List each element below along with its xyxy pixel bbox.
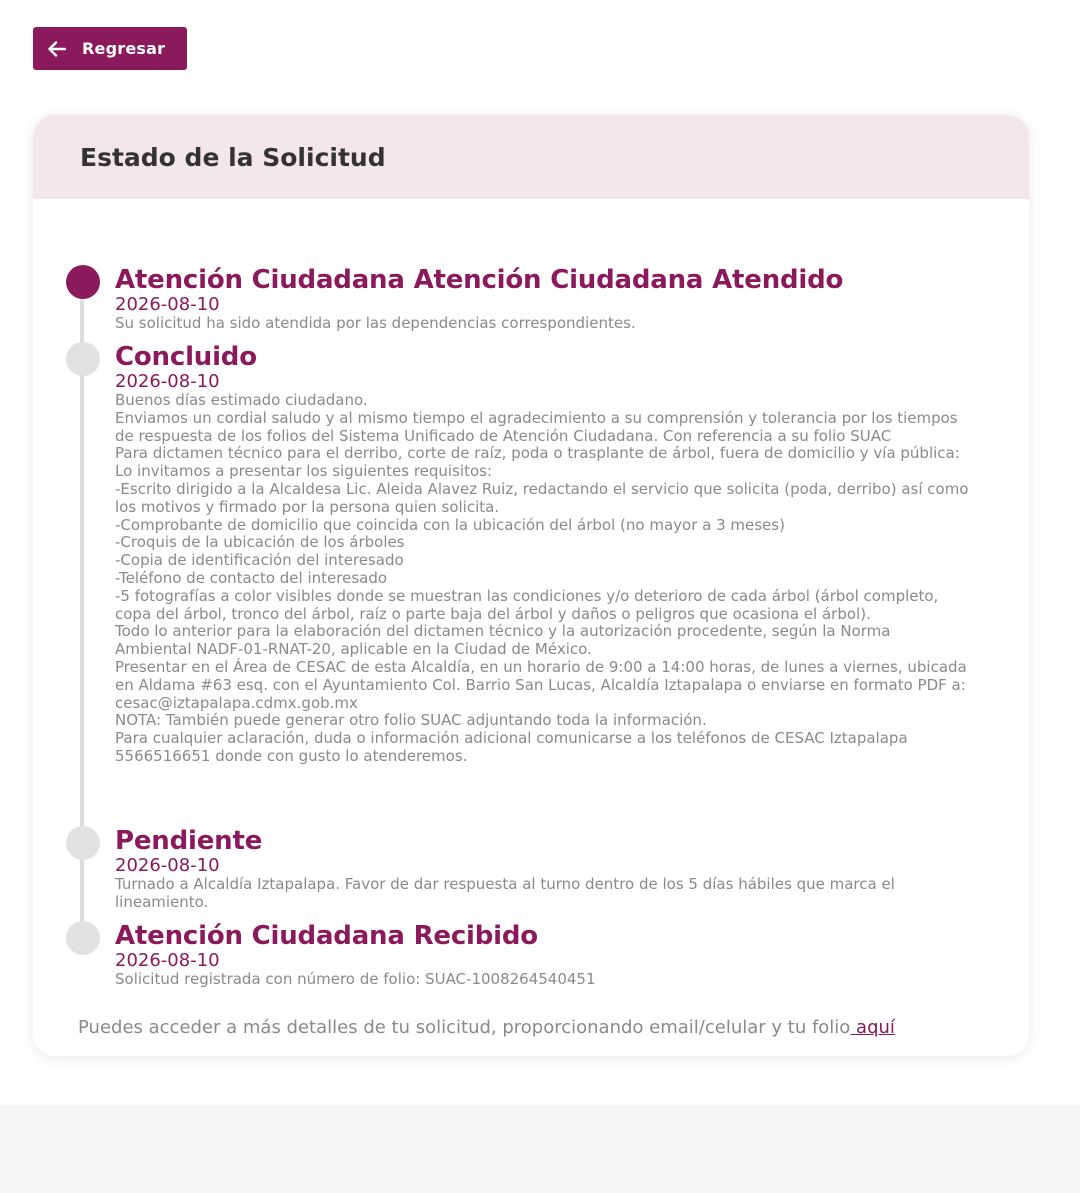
timeline-item-description: Su solicitud ha sido atendida por las dependencias correspondientes. bbox=[115, 314, 636, 332]
back-button[interactable] bbox=[33, 27, 187, 70]
details-footer-text: Puedes acceder a más detalles de tu solicitud, proporcionando email/celular y tu folio bbox=[78, 1017, 851, 1038]
timeline-item bbox=[33, 826, 1029, 921]
request-status-card bbox=[33, 115, 1029, 1056]
timeline-item-description: Buenos días estimado ciudadano. Enviamos un cordial saludo y al mismo tiempo el agradecimiento a su comprensión y tolerancia por los tiempos de respuesta de los folios del Sistema Unificado de Atención Ciudadana. Con referencia a su folio SUAC Para dictamen técnico para el derribo, corte de raíz, poda o trasplante de árbol, fuera de domicilio y vía pública: Lo invitamos a presentar los siguientes requisitos: -Escrito dirigido a la Alcaldesa Lic. Aleida Alavez Ruiz, redactando el servicio que solicita (poda, derribo) así como los motivos y firmado por la persona quien solicita. -Comprobante de domicilio que coincida con la ubicación del árbol (no mayor a 3 meses) -Croquis de la ubicación de los árboles -Copia de identificación del interesado -Teléfono de contacto del interesado -5 fotografías a color visibles donde se muestran las condiciones y/o deterioro de cada árbol (árbol completo, copa del árbol, tronco del árbol, raíz o parte baja del árbol y daños o peligros que ocasiona el árbol). Todo lo anterior para la elaboración del dictamen técnico y la autorización procedente, según la Norma Ambiental NADF-01-RNAT-20, aplicable en la Ciudad de México. Presentar en el Área de CESAC de esta Alcaldía, en un horario de 9:00 a 14:00 horas, de lunes a viernes, ubicada en Aldama #63 esq. con el Ayuntamiento Col. Barrio San Lucas, Alcaldía Iztapalapa o enviarse en formato PDF a: cesac@iztapalapa.cdmx.gob.mx NOTA: También puede generar otro folio SUAC adjuntando toda la información. Para cualquier aclaración, duda o información adicional comunicarse a los teléfonos de CESAC Iztapalapa 5566516651 donde con gusto lo atenderemos. bbox=[115, 391, 969, 765]
timeline-item-date: 2026-08-10 bbox=[115, 950, 220, 971]
timeline-item-description: Solicitud registrada con número de folio: SUAC-1008264540451 bbox=[115, 970, 596, 988]
timeline-dot bbox=[66, 921, 100, 955]
timeline-item bbox=[33, 265, 1029, 342]
timeline-item bbox=[33, 921, 1029, 1001]
card-title: Estado de la Solicitud bbox=[80, 142, 386, 172]
timeline-dot bbox=[66, 826, 100, 860]
details-footer bbox=[78, 1017, 895, 1038]
timeline-item-description: Turnado a Alcaldía Iztapalapa. Favor de dar respuesta al turno dentro de los 5 días hábiles que marca el lineamiento. bbox=[115, 875, 895, 911]
timeline-item-title: Atención Ciudadana Recibido bbox=[115, 921, 538, 951]
timeline-item-date: 2026-08-10 bbox=[115, 294, 220, 315]
card-header bbox=[33, 115, 1029, 199]
timeline-dot bbox=[66, 342, 100, 376]
status-timeline bbox=[33, 265, 1029, 1001]
timeline-dot-active bbox=[66, 265, 100, 299]
timeline-item-date: 2026-08-10 bbox=[115, 371, 220, 392]
timeline-item-title: Concluido bbox=[115, 342, 257, 372]
timeline-item-title: Pendiente bbox=[115, 826, 263, 856]
timeline-item bbox=[33, 342, 1029, 826]
details-link[interactable]: aquí bbox=[850, 1017, 895, 1038]
arrow-left-icon bbox=[47, 40, 67, 58]
back-button-label: Regresar bbox=[82, 39, 166, 58]
timeline-item-date: 2026-08-10 bbox=[115, 855, 220, 876]
timeline-item-title: Atención Ciudadana Atención Ciudadana Atendido bbox=[115, 265, 844, 295]
page-footer-band bbox=[0, 1105, 1080, 1193]
